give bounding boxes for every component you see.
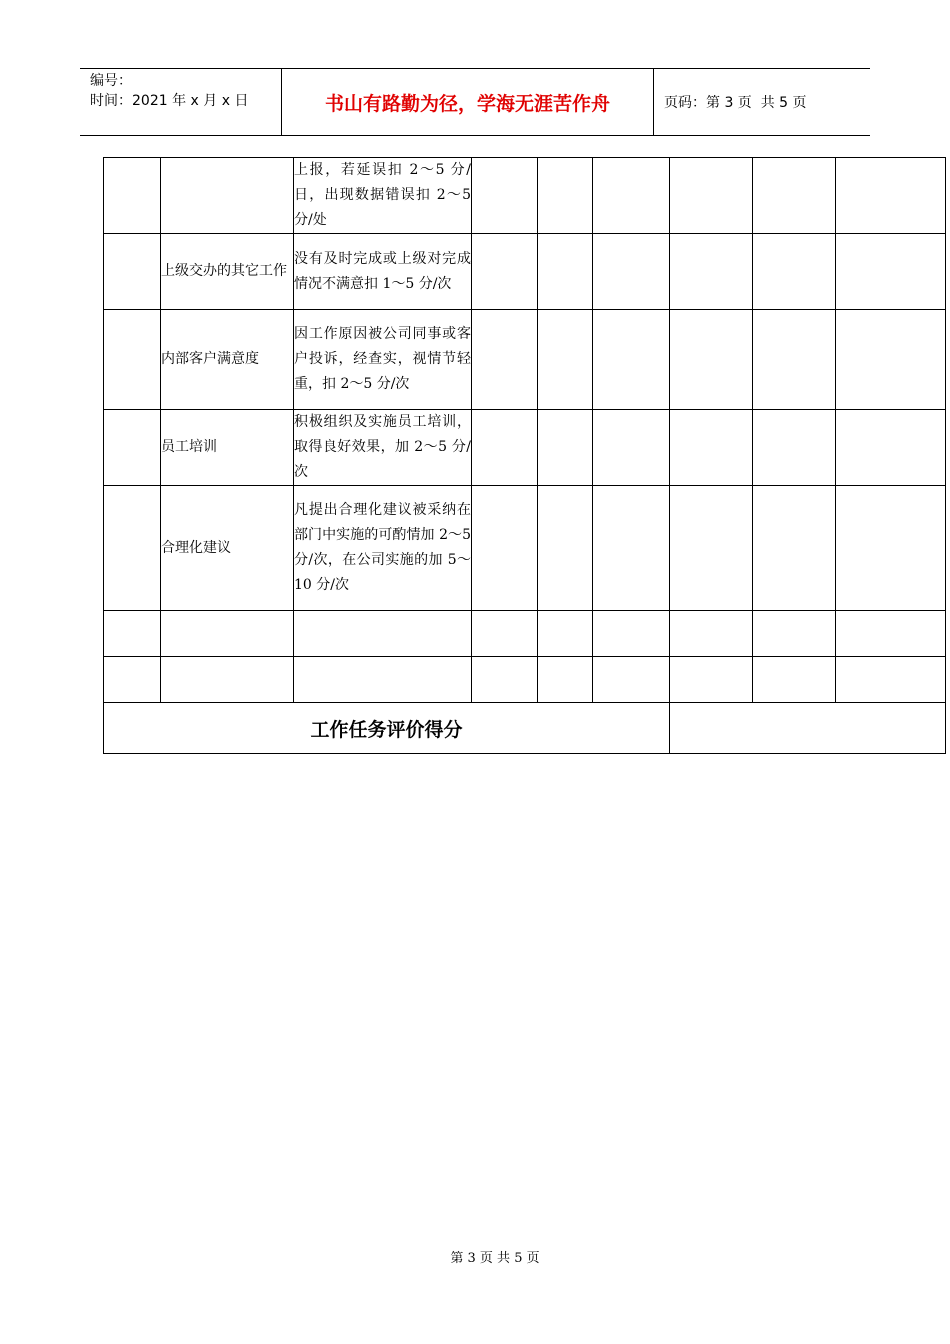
criteria-cell — [294, 657, 472, 703]
table-cell — [670, 410, 753, 486]
table-cell — [472, 410, 538, 486]
table-cell — [753, 234, 836, 310]
table-cell — [538, 486, 593, 611]
table-cell — [836, 611, 946, 657]
evaluation-table — [103, 157, 946, 754]
table-cell — [472, 158, 538, 234]
table-cell — [753, 158, 836, 234]
table-cell — [104, 234, 161, 310]
table-cell — [670, 234, 753, 310]
table-cell — [593, 158, 670, 234]
table-cell — [593, 410, 670, 486]
total-row — [104, 703, 946, 754]
table-cell — [538, 310, 593, 410]
table-cell — [593, 234, 670, 310]
table-cell — [670, 657, 753, 703]
criteria-cell: 上报，若延误扣 2～5 分/日，出现数据错误扣 2～5 分/处 — [294, 158, 472, 234]
criteria-cell: 凡提出合理化建议被采纳在部门中实施的可酌情加 2～5 分/次，在公司实施的加 5～10 分/次 — [294, 486, 472, 611]
table-cell — [753, 657, 836, 703]
table-cell — [836, 657, 946, 703]
item-cell: 员工培训 — [161, 410, 294, 486]
item-cell: 上级交办的其它工作 — [161, 234, 294, 310]
table-cell — [104, 310, 161, 410]
table-cell — [104, 410, 161, 486]
date-label: 时间：2021 年 x 月 x 日 — [90, 93, 249, 109]
table-cell — [670, 486, 753, 611]
table-cell — [472, 657, 538, 703]
table-row — [104, 486, 946, 611]
table-cell — [472, 611, 538, 657]
table-cell — [593, 657, 670, 703]
table-cell — [593, 486, 670, 611]
criteria-cell — [294, 611, 472, 657]
total-score-value — [670, 703, 946, 754]
item-cell — [161, 657, 294, 703]
table-cell — [753, 611, 836, 657]
table-cell — [593, 611, 670, 657]
criteria-cell: 积极组织及实施员工培训，取得良好效果，加 2～5 分/次 — [294, 410, 472, 486]
total-score-label: 工作任务评价得分 — [104, 703, 670, 754]
table-row — [104, 234, 946, 310]
number-label: 编号： — [90, 73, 132, 89]
item-cell: 内部客户满意度 — [161, 310, 294, 410]
table-cell — [670, 158, 753, 234]
table-cell — [538, 657, 593, 703]
table-cell — [104, 611, 161, 657]
item-cell — [161, 611, 294, 657]
item-cell — [161, 158, 294, 234]
table-cell — [538, 234, 593, 310]
table-cell — [836, 310, 946, 410]
criteria-cell: 因工作原因被公司同事或客户投诉，经查实，视情节轻重，扣 2～5 分/次 — [294, 310, 472, 410]
table-cell — [753, 410, 836, 486]
table-cell — [593, 310, 670, 410]
table-cell — [472, 234, 538, 310]
table-cell — [670, 310, 753, 410]
table-cell — [538, 158, 593, 234]
table-row — [104, 310, 946, 410]
table-cell — [836, 158, 946, 234]
table-cell — [472, 310, 538, 410]
header-left — [80, 69, 281, 135]
table-cell — [538, 410, 593, 486]
table-cell — [104, 486, 161, 611]
table-cell — [836, 410, 946, 486]
page-footer: 第 3 页 共 5 页 — [450, 1251, 540, 1266]
item-cell: 合理化建议 — [161, 486, 294, 611]
table-cell — [753, 486, 836, 611]
table-row — [104, 158, 946, 234]
table-cell — [104, 657, 161, 703]
page-indicator: 页码：第 3 页 共 5 页 — [664, 95, 807, 111]
table-cell — [836, 486, 946, 611]
table-cell — [753, 310, 836, 410]
table-cell — [472, 486, 538, 611]
criteria-cell: 没有及时完成或上级对完成情况不满意扣 1～5 分/次 — [294, 234, 472, 310]
table-row — [104, 657, 946, 703]
table-cell — [538, 611, 593, 657]
table-cell — [104, 158, 161, 234]
page-header — [80, 68, 870, 136]
table-cell — [670, 611, 753, 657]
table-row — [104, 611, 946, 657]
table-cell — [836, 234, 946, 310]
header-right — [654, 69, 870, 135]
motto: 书山有路勤为径，学海无涯苦作舟 — [281, 69, 654, 135]
table-row — [104, 410, 946, 486]
